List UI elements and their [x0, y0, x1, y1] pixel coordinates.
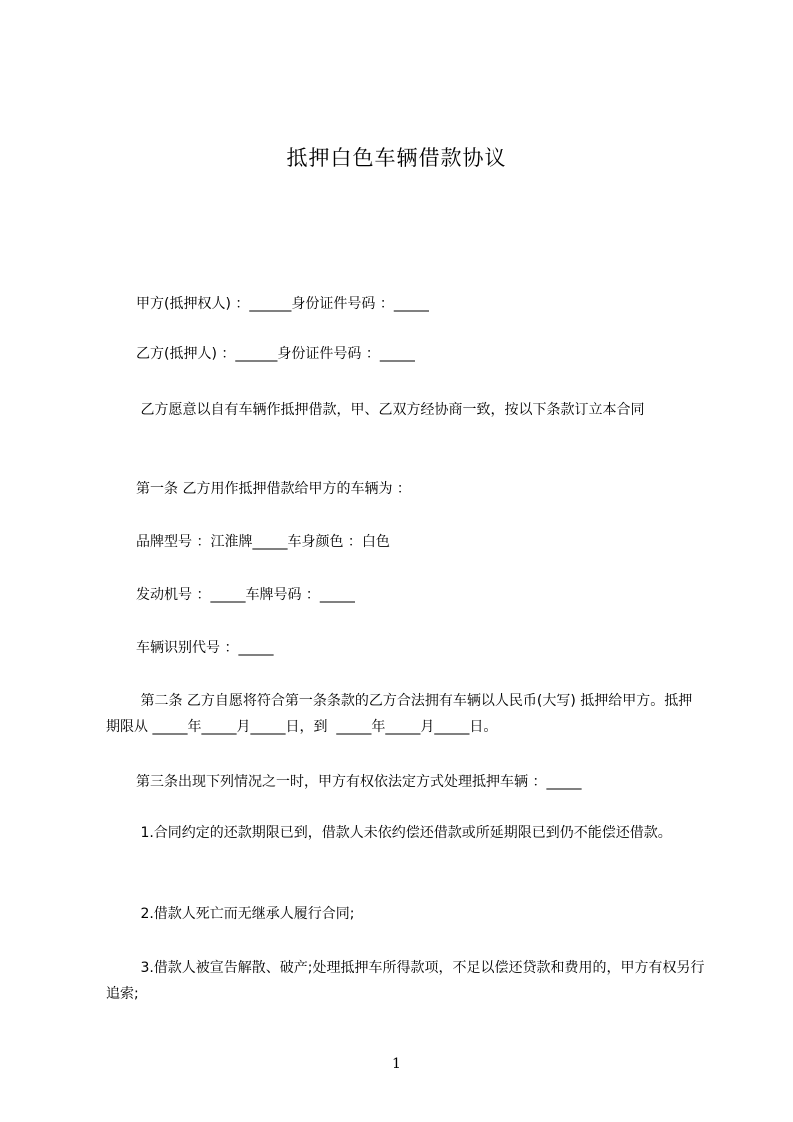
vin-line: 车辆识别代号 ：_____: [136, 640, 274, 656]
agreement-intro: 乙方愿意以自有车辆作抵押借款，甲、乙双方经协商一致，按以下条款订立本合同: [136, 402, 645, 418]
document-title: 抵押白色车辆借款协议: [286, 146, 507, 170]
article-3-heading: 第三条出现下列情况之一时，甲方有权依法定方式处理抵押车辆 ：_____: [136, 774, 582, 790]
clause-1: 1.合同约定的还款期限已到，借款人未依约偿还借款或所延期限已到仍不能偿还借款。: [136, 825, 672, 841]
article-2: 第二条 乙方自愿将符合第一条条款的乙方合法拥有车辆以人民币(大写) 抵押给甲方。抵押期限从 _____年_____月_____日，到 _____年_____月_____日。: [106, 693, 693, 735]
engine-number-line: 发动机号 ：_____车牌号码 ：_____: [136, 587, 355, 603]
clause-3: 3.借款人被宣告解散、破产;处理抵押车所得款项，不足以偿还贷款和费用的，甲方有权另行追索;: [106, 960, 705, 1002]
vehicle-brand-line: 品牌型号 ：江淮牌_____车身颜色 ：白色: [136, 534, 390, 550]
party-a-line: 甲方(抵押权人) ：______身份证件号码 ：_____: [136, 296, 429, 312]
page-number: 1: [392, 1056, 401, 1072]
party-b-line: 乙方(抵押人) ：______身份证件号码 ：_____: [136, 346, 415, 362]
article-1-heading: 第一条 乙方用作抵押借款给甲方的车辆为 ：: [136, 481, 411, 497]
clause-2: 2.借款人死亡而无继承人履行合同;: [136, 906, 355, 922]
